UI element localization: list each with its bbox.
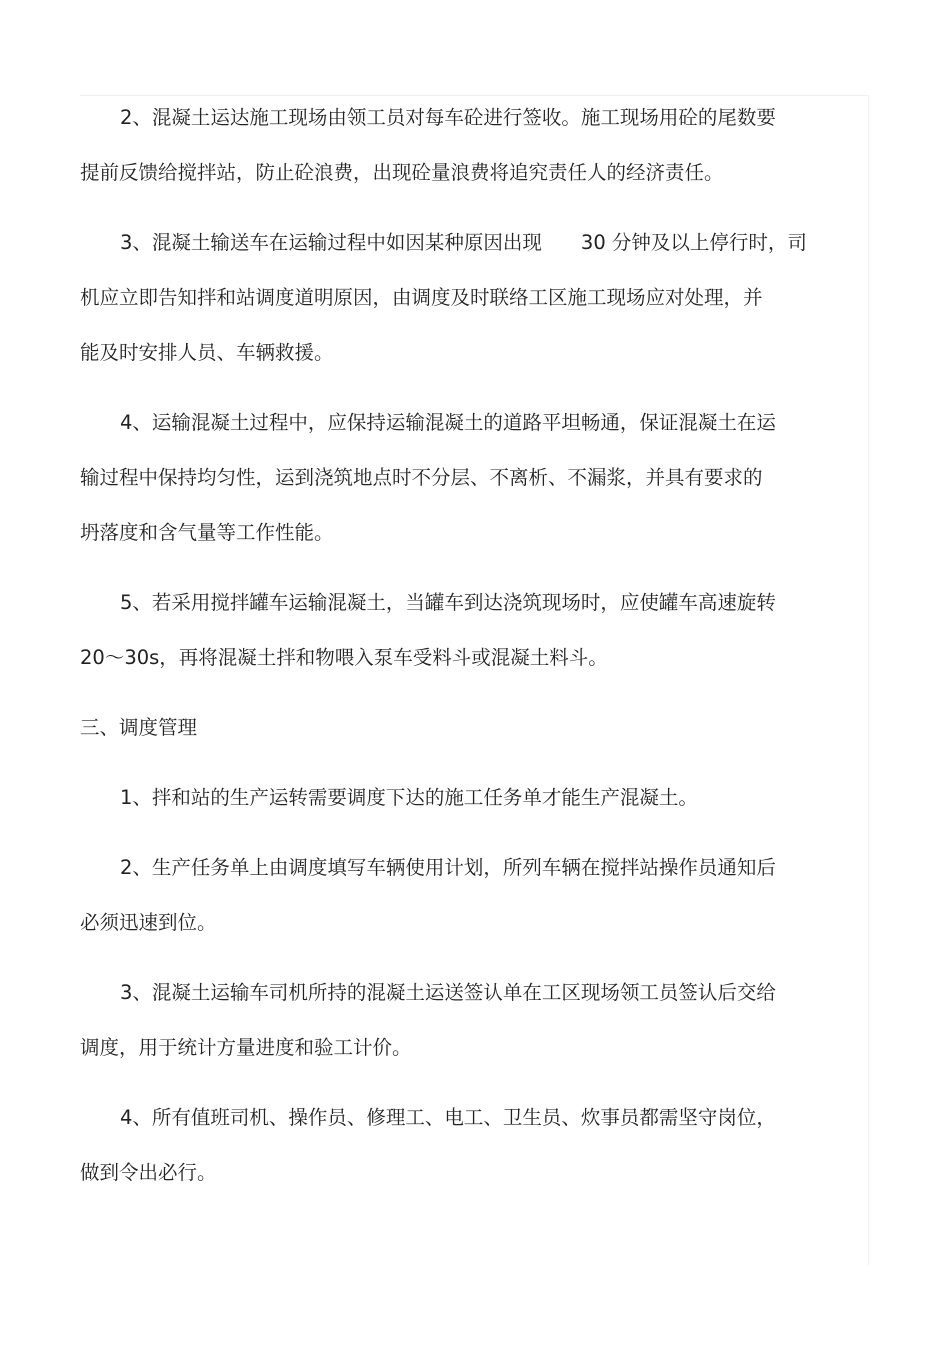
dispatch-item-2 bbox=[80, 848, 850, 958]
text-line: 坍落度和含气量等工作性能。 bbox=[80, 521, 334, 544]
document-page bbox=[80, 98, 850, 1208]
text-line: 2、生产任务单上由调度填写车辆使用计划，所列车辆在搅拌站操作员通知后 bbox=[120, 856, 776, 879]
text-line: 3、混凝土运输车司机所持的混凝土运送签认单在工区现场领工员签认后交给 bbox=[120, 981, 776, 1004]
text-line: 5、若采用搅拌罐车运输混凝土，当罐车到达浇筑现场时，应使罐车高速旋转 bbox=[120, 591, 776, 614]
dispatch-item-4 bbox=[80, 1098, 850, 1208]
page-border-right bbox=[868, 95, 869, 1265]
text-line: 3、混凝土输送车在运输过程中如因某种原因出现 30 分钟及以上停行时，司 bbox=[120, 231, 807, 254]
text-line: 20～30s，再将混凝土拌和物喂入泵车受料斗或混凝土料斗。 bbox=[80, 646, 608, 669]
paragraph-5 bbox=[80, 583, 850, 693]
text-line: 2、混凝土运达施工现场由领工员对每车砼进行签收。施工现场用砼的尾数要 bbox=[120, 106, 776, 129]
paragraph-4 bbox=[80, 403, 850, 568]
text-line: 1、拌和站的生产运转需要调度下达的施工任务单才能生产混凝土。 bbox=[120, 786, 698, 809]
section-title: 三、调度管理 bbox=[80, 716, 198, 739]
section-heading bbox=[80, 708, 850, 763]
text-line: 输过程中保持均匀性，运到浇筑地点时不分层、不离析、不漏浆，并具有要求的 bbox=[80, 466, 763, 489]
text-line: 机应立即告知拌和站调度道明原因，由调度及时联络工区施工现场应对处理，并 bbox=[80, 286, 763, 309]
page-border-top bbox=[80, 95, 868, 96]
text-line: 4、所有值班司机、操作员、修理工、电工、卫生员、炊事员都需坚守岗位， bbox=[120, 1106, 776, 1129]
text-line: 能及时安排人员、车辆救援。 bbox=[80, 341, 334, 364]
text-line: 必须迅速到位。 bbox=[80, 911, 217, 934]
text-line: 调度，用于统计方量进度和验工计价。 bbox=[80, 1036, 412, 1059]
text-line: 做到令出必行。 bbox=[80, 1161, 217, 1184]
text-line: 提前反馈给搅拌站，防止砼浪费，出现砼量浪费将追究责任人的经济责任。 bbox=[80, 161, 724, 184]
dispatch-item-3 bbox=[80, 973, 850, 1083]
dispatch-item-1 bbox=[80, 778, 850, 833]
paragraph-3 bbox=[80, 223, 850, 388]
paragraph-2 bbox=[80, 98, 850, 208]
text-line: 4、运输混凝土过程中，应保持运输混凝土的道路平坦畅通，保证混凝土在运 bbox=[120, 411, 776, 434]
